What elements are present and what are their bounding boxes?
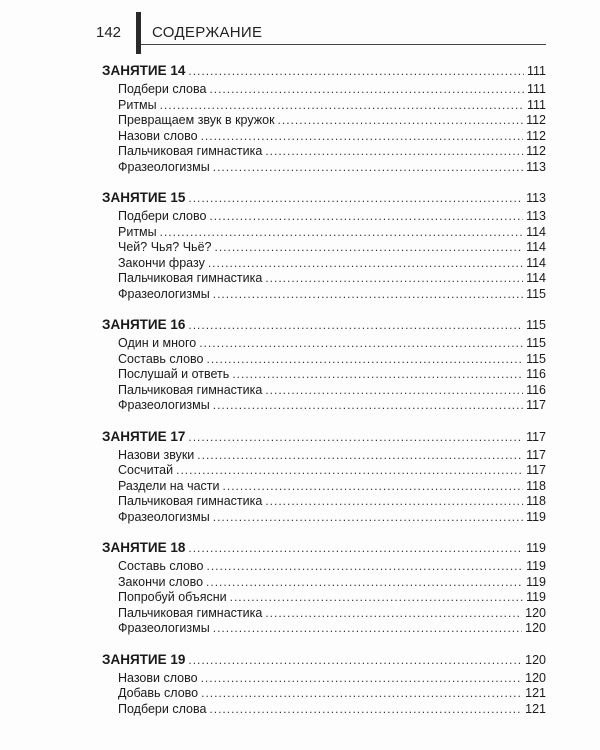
toc-entry[interactable] — [102, 256, 546, 272]
dot-leader — [201, 129, 523, 145]
dot-leader — [160, 98, 524, 114]
lesson-title-label: ЗАНЯТИЕ 14 — [102, 63, 186, 78]
dot-leader — [278, 113, 524, 129]
toc-entry-page: 114 — [526, 271, 546, 285]
toc-entry[interactable] — [102, 590, 546, 606]
lesson-title[interactable] — [102, 651, 546, 668]
toc-entry-label: Послушай и ответь — [118, 367, 230, 381]
toc-entry-page: 115 — [526, 351, 546, 366]
dot-leader — [213, 160, 523, 176]
toc-entry-page: 112 — [526, 113, 546, 127]
dot-leader — [265, 494, 523, 510]
dot-leader — [188, 190, 523, 207]
toc-entry-label: Добавь слово — [118, 686, 199, 700]
toc-entry-page: 118 — [526, 494, 546, 508]
toc-entry-label: Ритмы — [118, 97, 157, 112]
toc-entry-page: 113 — [526, 159, 546, 174]
toc-entry-label: Фразеологизмы — [118, 286, 210, 301]
table-of-contents — [102, 62, 546, 731]
page-header — [0, 0, 600, 60]
toc-entry[interactable] — [102, 113, 546, 129]
dot-leader — [209, 702, 522, 718]
lesson-title[interactable] — [102, 316, 546, 333]
toc-entry[interactable] — [102, 686, 546, 702]
toc-entry-page: 119 — [526, 559, 546, 573]
lesson-section — [102, 539, 546, 637]
dot-leader — [230, 590, 523, 606]
dot-leader — [188, 429, 523, 446]
toc-entry-label: Составь слово — [118, 351, 204, 366]
toc-entry-page: 112 — [526, 144, 546, 158]
toc-entry[interactable] — [102, 336, 546, 352]
toc-entry[interactable] — [102, 463, 546, 479]
toc-entry[interactable] — [102, 160, 546, 176]
toc-entry-page: 113 — [526, 209, 546, 223]
toc-entry-page: 121 — [525, 686, 546, 700]
lesson-section — [102, 316, 546, 414]
toc-entry[interactable] — [102, 559, 546, 575]
toc-entry-label: Подбери слова — [118, 701, 207, 716]
dot-leader — [213, 398, 523, 414]
toc-entry-page: 119 — [526, 574, 546, 589]
lesson-title-label: ЗАНЯТИЕ 17 — [102, 428, 186, 444]
lesson-section — [102, 651, 546, 718]
toc-entry-label: Сосчитай — [118, 463, 174, 477]
toc-entry-page: 117 — [526, 447, 546, 462]
lesson-title[interactable] — [102, 189, 546, 206]
dot-leader — [206, 575, 523, 591]
toc-entry-page: 119 — [526, 590, 546, 604]
toc-entry-page: 112 — [526, 128, 546, 143]
lesson-section — [102, 189, 546, 302]
toc-entry[interactable] — [102, 479, 546, 495]
dot-leader — [201, 686, 522, 702]
toc-entry-page: 114 — [526, 224, 546, 239]
toc-entry-page: 115 — [526, 286, 546, 301]
dot-leader — [213, 621, 522, 637]
toc-entry-label: Ритмы — [118, 224, 157, 239]
toc-entry[interactable] — [102, 383, 546, 399]
dot-leader — [265, 271, 523, 287]
lesson-title-page: 113 — [526, 191, 546, 205]
lesson-title[interactable] — [102, 428, 546, 445]
toc-entry-page: 118 — [526, 478, 546, 493]
dot-leader — [199, 336, 523, 352]
toc-entry-page: 121 — [525, 701, 546, 716]
dot-leader — [160, 225, 523, 241]
toc-entry-label: Превращаем звук в кружок — [118, 113, 275, 127]
toc-entry-page: 117 — [526, 398, 546, 412]
dot-leader — [209, 82, 524, 98]
toc-entry-label: Один и много — [118, 336, 197, 350]
toc-entry-label: Пальчиковая гимнастика — [118, 271, 263, 285]
toc-entry-label: Фразеологизмы — [118, 509, 210, 524]
toc-entry-page: 116 — [526, 367, 546, 381]
toc-entry[interactable] — [102, 494, 546, 510]
toc-entry[interactable] — [102, 98, 546, 114]
lesson-title-page: 119 — [526, 541, 546, 555]
toc-entry-page: 117 — [526, 463, 546, 477]
page-title: СОДЕРЖАНИЕ — [152, 24, 263, 41]
dot-leader — [208, 256, 523, 272]
toc-entry-label: Раздели на части — [118, 478, 220, 493]
lesson-title-label: ЗАНЯТИЕ 16 — [102, 317, 186, 332]
toc-entry-label: Составь слово — [118, 559, 204, 573]
lesson-title-page: 111 — [526, 64, 546, 78]
toc-entry-label: Назови слово — [118, 670, 198, 685]
toc-entry[interactable] — [102, 671, 546, 687]
toc-entry[interactable] — [102, 240, 546, 256]
dot-leader — [201, 671, 523, 687]
dot-leader — [232, 367, 523, 383]
toc-entry[interactable] — [102, 448, 546, 464]
toc-entry-label: Фразеологизмы — [118, 159, 210, 174]
toc-entry-label: Фразеологизмы — [118, 398, 210, 412]
toc-entry-label: Пальчиковая гимнастика — [118, 382, 263, 397]
dot-leader — [188, 540, 523, 557]
lesson-title-page: 115 — [526, 318, 546, 332]
toc-entry-page: 111 — [526, 82, 546, 96]
lesson-title-label: ЗАНЯТИЕ 19 — [102, 651, 186, 667]
toc-entry[interactable] — [102, 129, 546, 145]
toc-entry-label: Пальчиковая гимнастика — [118, 605, 263, 620]
toc-entry[interactable] — [102, 398, 546, 414]
toc-entry-page: 114 — [526, 240, 546, 254]
toc-entry-page: 115 — [526, 336, 546, 350]
toc-entry[interactable] — [102, 702, 546, 718]
toc-entry-page: 116 — [526, 382, 546, 397]
toc-entry-page: 111 — [526, 97, 546, 112]
lesson-section — [102, 428, 546, 526]
toc-entry-page: 120 — [525, 670, 546, 685]
dot-leader — [214, 240, 523, 256]
lesson-title-label: ЗАНЯТИЕ 18 — [102, 540, 186, 555]
dot-leader — [213, 510, 523, 526]
lesson-title-page: 120 — [525, 652, 546, 667]
toc-entry-label: Закончи фразу — [118, 255, 205, 270]
page-number: 142 — [96, 24, 122, 41]
toc-entry-label: Чей? Чья? Чьё? — [118, 240, 212, 254]
dot-leader — [209, 209, 523, 225]
dot-leader — [188, 652, 522, 669]
lesson-title-label: ЗАНЯТИЕ 15 — [102, 190, 186, 205]
header-rule — [141, 44, 546, 45]
toc-entry[interactable] — [102, 352, 546, 368]
toc-entry[interactable] — [102, 510, 546, 526]
toc-entry-label: Пальчиковая гимнастика — [118, 144, 263, 158]
dot-leader — [265, 383, 523, 399]
toc-entry-label: Назови слово — [118, 128, 198, 143]
toc-entry[interactable] — [102, 287, 546, 303]
dot-leader — [176, 463, 523, 479]
dot-leader — [265, 606, 522, 622]
toc-entry-page: 114 — [526, 255, 546, 270]
toc-entry[interactable] — [102, 271, 546, 287]
toc-entry-label: Подбери слова — [118, 82, 207, 96]
toc-entry[interactable] — [102, 225, 546, 241]
toc-entry[interactable] — [102, 367, 546, 383]
toc-entry-page: 120 — [525, 605, 546, 620]
lesson-title[interactable] — [102, 539, 546, 556]
toc-entry-label: Попробуй объясни — [118, 590, 227, 604]
toc-entry-label: Подбери слово — [118, 209, 207, 223]
dot-leader — [188, 63, 524, 80]
dot-leader — [223, 479, 524, 495]
toc-entry-label: Фразеологизмы — [118, 621, 210, 635]
dot-leader — [188, 317, 523, 334]
toc-entry[interactable] — [102, 209, 546, 225]
toc-entry-label: Пальчиковая гимнастика — [118, 494, 263, 508]
toc-entry-label: Назови звуки — [118, 447, 195, 462]
dot-leader — [213, 287, 523, 303]
toc-entry[interactable] — [102, 621, 546, 637]
toc-entry[interactable] — [102, 575, 546, 591]
toc-entry-page: 120 — [525, 621, 546, 635]
dot-leader — [197, 448, 523, 464]
lesson-title-page: 117 — [526, 429, 546, 444]
toc-entry[interactable] — [102, 144, 546, 160]
dot-leader — [206, 559, 523, 575]
toc-entry[interactable] — [102, 606, 546, 622]
toc-entry-label: Закончи слово — [118, 574, 204, 589]
toc-entry-page: 119 — [526, 509, 546, 524]
lesson-section — [102, 62, 546, 175]
toc-entry[interactable] — [102, 82, 546, 98]
header-bar — [136, 12, 141, 54]
dot-leader — [206, 352, 523, 368]
dot-leader — [265, 144, 523, 160]
lesson-title[interactable] — [102, 62, 546, 79]
